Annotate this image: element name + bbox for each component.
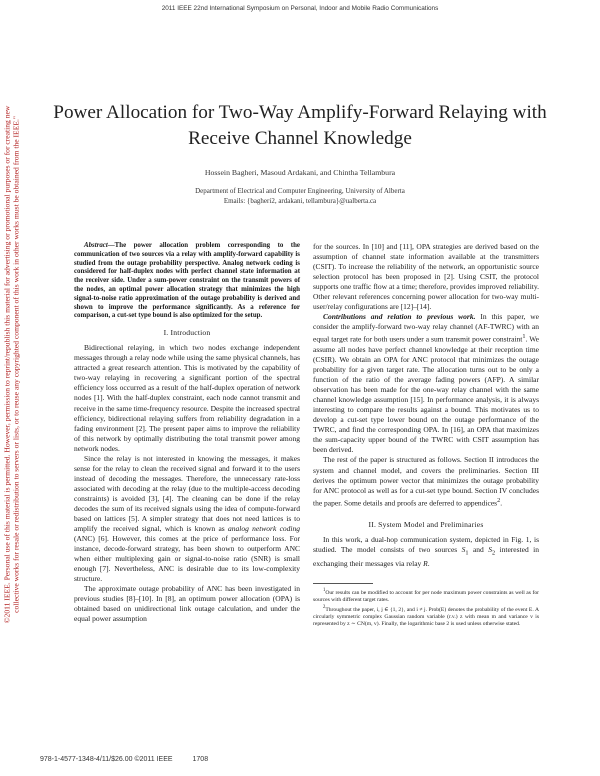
section-2-heading: II. System Model and Preliminaries <box>368 520 484 530</box>
system-model-paragraph: In this work, a dual-hop communication system, depicted in Fig. 1, is studied. The model consists of two sources $S_1$ and $S_2$ interested in exchanging their messages via relay R. <box>313 535 539 568</box>
abstract <box>74 242 300 321</box>
intro-paragraph-3: The approximate outage probability of ANC has been investigated in previous studies [8]–[10]. In [8], an optimum power allocation (OPA) is obtained based on unidirectional link outage calculation, and under the equal power assumption <box>74 584 300 624</box>
paper-authors: Hossein Bagheri, Masoud Ardakani, and Chintha Tellambura <box>204 168 396 177</box>
footer-isbn: 978-1-4577-1348-4/11/$26.00 ©2011 IEEE <box>40 756 173 763</box>
affiliation-block <box>60 187 540 206</box>
abstract-label: Abstract <box>84 242 108 249</box>
contributions-label: Contributions and relation to previous work. <box>323 312 476 322</box>
right-column <box>313 242 539 628</box>
affiliation: Department of Electrical and Computer Engineering, University of Alberta <box>195 187 405 195</box>
intro-paragraph-1: Bidirectional relaying, in which two nodes exchange independent messages through a relay node while using the same physical channels, has attracted a great research attention. This is motivated by the capability of two-way relaying in recovering a significant portion of the spectral efficiency loss occurred as a result of the half-duplex operation of network nodes [1]. With the half-duplex constraint, each node cannot transmit and receive in the same time-frequency resource. Despite the increased spectral efficiency, bidirectional relaying suffers from reliability degradation in a fading environment [2]. The present paper aims to improve the reliability of this network by optimally distributing the total transmit power among network nodes. <box>74 343 300 453</box>
abstract-text: —The power allocation problem corresponding to the communication of two sources via a relay with amplify-forward capability is studied from the outage probability perspective. Analog network coding is considered for half-duplex nodes with perfect channel state information at the receiver side. Under a sum-power constraint on the transmit powers of the nodes, an optimal power allocation strategy that minimizes the high signal-to-noise ratio approximation of the outage probability is derived and shown to improve the performance significantly. As a reference for comparison, a cut-set type bound is also optimized for the setup. <box>74 242 300 320</box>
right-paragraph-1: for the sources. In [10] and [11], OPA strategies are derived based on the assumption of channel state information available at the transmitters (CSIT). To increase the reliability of the network, an opportunistic source selection protocol has been proposed in [2]. Using CSIT, the protocol supports one traffic flow at a time; therefore, provides improved reliability. Other relevant references concerning power allocation for two-way multi-user/relay configurations are [12]–[14]. <box>313 242 539 312</box>
anc-term: analog network coding <box>228 524 300 534</box>
section-1-heading: I. Introduction <box>163 328 211 338</box>
footnote-rule <box>313 583 373 584</box>
intro-paragraph-2: Since the relay is not interested in knowing the messages, it makes sense for the relay to clean the received signal and forward it to the users instead of decoding the messages. Therefore, the unnecessary rate-loss associated with decoding at the relay (due to the multiple-access decoding constraints) is avoided [3], [4]. The cleaning can be done if the relay decodes the sum of its received signals using the idea of compute-forward based on lattices [5]. A simpler strategy that does not need lattices is to amplify the received signal, which is known as analog network coding (ANC) [6]. However, this comes at the price of performance loss. For instance, decode-forward strategy, has been shown to outperform ANC when either multiplexing gain or signal-to-noise ratio (SNR) is small enough [7]. Nevertheless, ANC is desirable due to its low-complexity structure. <box>74 453 300 584</box>
copyright-line-1: ©2011 IEEE. Personal use of this material is permitted. However, permission to reprint/republish this material for advertising or promotional purposes or for creating new <box>2 105 12 624</box>
copyright-line-2: collective works for resale or redistribution to servers or lists, or to reuse any copyrighted component of this work in other works must be obtained from the IEEE." <box>12 116 21 613</box>
page-footer <box>40 756 226 763</box>
contributions-paragraph: Contributions and relation to previous work. In this paper, we consider the amplify-forward two-way relay channel (AF-TWRC) with an equal target rate for both users under a sum transmit power constraint$^1$. We assume all nodes have perfect channel knowledge at their reception time (CSIR). We obtain an OPA for ANC protocol that minimizes the outage probability for a given target rate. The allocation turns out to be only a function of the ratio of the average fading powers (AFP). A similar observation has been made for the one-way relay channel with the same channel knowledge assumption [15]. In performance analysis, it is always interesting to compare the results against a bound. This motivates us to develop a cut-set type lower bound on the outage performance of the TWRC, and find the corresponding OPA. In [16], an OPA that maximizes the sum-capacity upper bound of the TWRC with CSIT assumption has been derived. <box>313 312 539 455</box>
footnote-2: $^2$Throughout the paper, i, j ∈ {1, 2}, and i ≠ j. Prob(E) denotes the probability of the event E. A circularly symmetric complex Gaussian random variable (r.v.) z with mean m and variance v is represented by z ∼ CN(m, v). Finally, the logarithmic base 2 is used unless otherwise stated. <box>313 604 539 627</box>
left-column <box>74 242 300 625</box>
footer-page-number: 1708 <box>192 756 209 763</box>
emails: Emails: {bagheri2, ardakani, tellambura}@ualberta.ca <box>223 196 377 205</box>
footnote-ref-2: 2 <box>497 496 501 504</box>
copyright-notice <box>3 34 22 694</box>
conference-header: 2011 IEEE 22nd International Symposium on Personal, Indoor and Mobile Radio Communications <box>161 5 439 12</box>
footnote-1: $^1$Our results can be modified to account for per node maximum power constraints as well as for sources with different target rates. <box>313 587 539 603</box>
footnote-ref-1: 1 <box>522 333 526 341</box>
paper-title: Power Allocation for Two-Way Amplify-Forward Relaying with Receive Channel Knowledge <box>53 102 547 149</box>
structure-paragraph: The rest of the paper is structured as follows. Section II introduces the system and channel model, and covers the preliminaries. Section III derives the optimum power vector that minimizes the outage probability for ANC protocol as well as for a cut-set type bound. Section IV concludes the paper. Some details and proofs are deferred to appendices$^2$. <box>313 455 539 508</box>
